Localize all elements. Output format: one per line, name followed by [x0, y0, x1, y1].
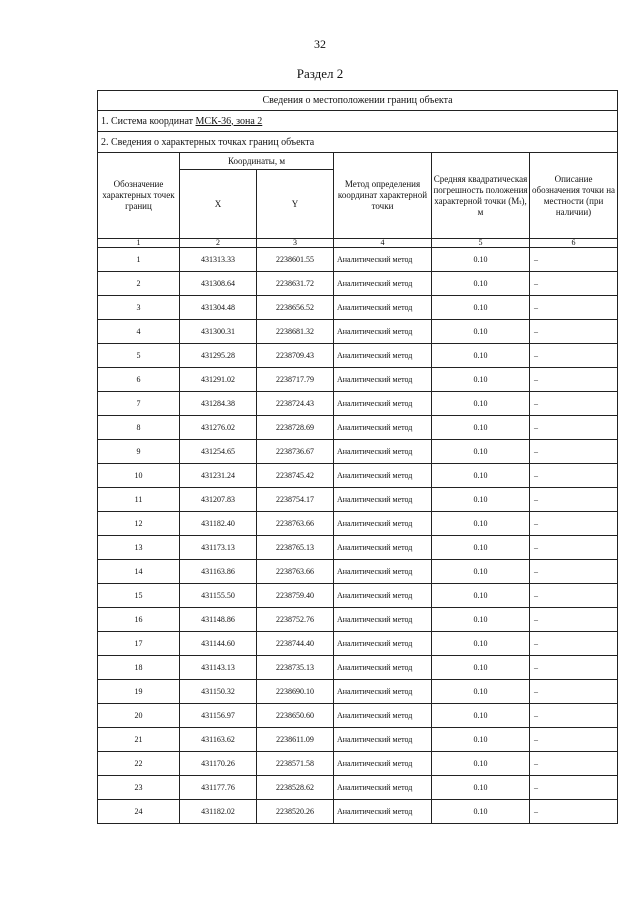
method-cell: Аналитический метод	[334, 296, 432, 320]
coordinate-x: 431144.60	[180, 632, 257, 656]
point-number: 13	[98, 536, 180, 560]
point-number: 8	[98, 416, 180, 440]
coordinate-y: 2238752.76	[257, 608, 334, 632]
method-cell: Аналитический метод	[334, 728, 432, 752]
error-cell: 0.10	[432, 704, 530, 728]
coordinate-x: 431207.83	[180, 488, 257, 512]
description-cell: –	[530, 416, 618, 440]
column-number: 5	[432, 239, 530, 248]
coordinate-x: 431308.64	[180, 272, 257, 296]
method-cell: Аналитический метод	[334, 632, 432, 656]
point-number: 15	[98, 584, 180, 608]
column-number: 4	[334, 239, 432, 248]
method-cell: Аналитический метод	[334, 776, 432, 800]
description-cell: –	[530, 560, 618, 584]
coordinate-y: 2238528.62	[257, 776, 334, 800]
coordinate-x: 431155.50	[180, 584, 257, 608]
description-cell: –	[530, 440, 618, 464]
coordinate-y: 2238690.10	[257, 680, 334, 704]
description-cell: –	[530, 656, 618, 680]
header-method: Метод определения координат характерной точки	[334, 153, 432, 239]
error-cell: 0.10	[432, 584, 530, 608]
header-description: Описание обозначения точки на местности (при наличии)	[530, 153, 618, 239]
method-cell: Аналитический метод	[334, 368, 432, 392]
method-cell: Аналитический метод	[334, 392, 432, 416]
coordinate-y: 2238601.55	[257, 248, 334, 272]
description-cell: –	[530, 464, 618, 488]
method-cell: Аналитический метод	[334, 512, 432, 536]
description-cell: –	[530, 752, 618, 776]
point-number: 12	[98, 512, 180, 536]
coordinate-x: 431284.38	[180, 392, 257, 416]
point-number: 4	[98, 320, 180, 344]
table-row	[98, 344, 618, 368]
point-number: 10	[98, 464, 180, 488]
error-cell: 0.10	[432, 656, 530, 680]
table-row	[98, 440, 618, 464]
error-cell: 0.10	[432, 680, 530, 704]
error-cell: 0.10	[432, 536, 530, 560]
column-number: 3	[257, 239, 334, 248]
method-cell: Аналитический метод	[334, 560, 432, 584]
method-cell: Аналитический метод	[334, 584, 432, 608]
coordinate-x: 431182.02	[180, 800, 257, 824]
table-row	[98, 512, 618, 536]
table-row	[98, 560, 618, 584]
coordinate-y: 2238717.79	[257, 368, 334, 392]
header-designation: Обозначение характерных точек границ	[98, 153, 180, 239]
description-cell: –	[530, 272, 618, 296]
table-row	[98, 392, 618, 416]
error-cell: 0.10	[432, 560, 530, 584]
coordinate-y: 2238736.67	[257, 440, 334, 464]
table-row	[98, 368, 618, 392]
point-number: 22	[98, 752, 180, 776]
table-row	[98, 704, 618, 728]
coordinate-system-row	[98, 111, 618, 132]
coordinate-x: 431177.76	[180, 776, 257, 800]
page-number: 32	[314, 37, 326, 51]
description-cell: –	[530, 512, 618, 536]
coordinate-x: 431231.24	[180, 464, 257, 488]
point-number: 2	[98, 272, 180, 296]
boundary-points-document	[97, 90, 617, 824]
description-cell: –	[530, 392, 618, 416]
coordinate-y: 2238754.17	[257, 488, 334, 512]
header-error: Средняя квадратическая погрешность положения характерной точки (Mₜ), м	[432, 153, 530, 239]
coordinate-x: 431173.13	[180, 536, 257, 560]
coordinate-y: 2238681.32	[257, 320, 334, 344]
description-cell: –	[530, 584, 618, 608]
method-cell: Аналитический метод	[334, 248, 432, 272]
coordinate-x: 431254.65	[180, 440, 257, 464]
coordinate-y: 2238735.13	[257, 656, 334, 680]
method-cell: Аналитический метод	[334, 536, 432, 560]
point-number: 20	[98, 704, 180, 728]
table-row	[98, 416, 618, 440]
coordinate-y: 2238744.40	[257, 632, 334, 656]
point-number: 6	[98, 368, 180, 392]
table-row	[98, 536, 618, 560]
coordinate-x: 431276.02	[180, 416, 257, 440]
error-cell: 0.10	[432, 248, 530, 272]
coordinate-y: 2238765.13	[257, 536, 334, 560]
coordinate-x: 431156.97	[180, 704, 257, 728]
method-cell: Аналитический метод	[334, 752, 432, 776]
coordinate-y: 2238745.42	[257, 464, 334, 488]
column-number: 6	[530, 239, 618, 248]
error-cell: 0.10	[432, 752, 530, 776]
method-cell: Аналитический метод	[334, 464, 432, 488]
method-cell: Аналитический метод	[334, 440, 432, 464]
description-cell: –	[530, 320, 618, 344]
points-section-title: 2. Сведения о характерных точках границ объекта	[98, 132, 618, 153]
error-cell: 0.10	[432, 632, 530, 656]
coordinate-y: 2238709.43	[257, 344, 334, 368]
description-cell: –	[530, 704, 618, 728]
coordinate-x: 431304.48	[180, 296, 257, 320]
point-number: 21	[98, 728, 180, 752]
table-row	[98, 488, 618, 512]
description-cell: –	[530, 536, 618, 560]
header-y: Y	[257, 170, 334, 239]
table-body	[98, 248, 618, 824]
section-title: Раздел 2	[296, 66, 344, 81]
coordinate-y: 2238763.66	[257, 560, 334, 584]
table-row	[98, 752, 618, 776]
coordinate-y: 2238763.66	[257, 512, 334, 536]
coordinate-system-value: МСК-36, зона 2	[195, 115, 263, 127]
method-cell: Аналитический метод	[334, 680, 432, 704]
method-cell: Аналитический метод	[334, 656, 432, 680]
error-cell: 0.10	[432, 368, 530, 392]
description-cell: –	[530, 632, 618, 656]
coordinate-x: 431182.40	[180, 512, 257, 536]
header-x: X	[180, 170, 257, 239]
table-row	[98, 296, 618, 320]
coordinate-y: 2238631.72	[257, 272, 334, 296]
point-number: 16	[98, 608, 180, 632]
coordinate-y: 2238571.58	[257, 752, 334, 776]
coordinate-x: 431170.26	[180, 752, 257, 776]
method-cell: Аналитический метод	[334, 344, 432, 368]
method-cell: Аналитический метод	[334, 704, 432, 728]
table-banner: Сведения о местоположении границ объекта	[98, 91, 618, 111]
coordinate-y: 2238611.09	[257, 728, 334, 752]
point-number: 11	[98, 488, 180, 512]
coordinate-y: 2238650.60	[257, 704, 334, 728]
coordinate-y: 2238759.40	[257, 584, 334, 608]
point-number: 23	[98, 776, 180, 800]
coordinate-x: 431150.32	[180, 680, 257, 704]
point-number: 9	[98, 440, 180, 464]
description-cell: –	[530, 776, 618, 800]
coordinate-y: 2238656.52	[257, 296, 334, 320]
method-cell: Аналитический метод	[334, 488, 432, 512]
point-number: 1	[98, 248, 180, 272]
table-row	[98, 608, 618, 632]
coordinate-x: 431148.86	[180, 608, 257, 632]
coordinate-y: 2238520.26	[257, 800, 334, 824]
error-cell: 0.10	[432, 320, 530, 344]
point-number: 5	[98, 344, 180, 368]
table-row	[98, 632, 618, 656]
column-number: 1	[98, 239, 180, 248]
boundary-points-table	[97, 90, 618, 824]
error-cell: 0.10	[432, 464, 530, 488]
error-cell: 0.10	[432, 416, 530, 440]
error-cell: 0.10	[432, 608, 530, 632]
coordinate-y: 2238728.69	[257, 416, 334, 440]
description-cell: –	[530, 488, 618, 512]
table-row	[98, 728, 618, 752]
header-coordinates: Координаты, м	[180, 153, 334, 170]
table-row	[98, 464, 618, 488]
description-cell: –	[530, 800, 618, 824]
description-cell: –	[530, 680, 618, 704]
method-cell: Аналитический метод	[334, 320, 432, 344]
table-row	[98, 320, 618, 344]
coordinate-x: 431295.28	[180, 344, 257, 368]
point-number: 17	[98, 632, 180, 656]
error-cell: 0.10	[432, 728, 530, 752]
error-cell: 0.10	[432, 776, 530, 800]
coordinate-x: 431291.02	[180, 368, 257, 392]
coordinate-x: 431300.31	[180, 320, 257, 344]
table-row	[98, 680, 618, 704]
point-number: 19	[98, 680, 180, 704]
method-cell: Аналитический метод	[334, 416, 432, 440]
method-cell: Аналитический метод	[334, 272, 432, 296]
description-cell: –	[530, 296, 618, 320]
description-cell: –	[530, 728, 618, 752]
coordinate-x: 431163.62	[180, 728, 257, 752]
point-number: 3	[98, 296, 180, 320]
error-cell: 0.10	[432, 488, 530, 512]
error-cell: 0.10	[432, 440, 530, 464]
coordinate-x: 431313.33	[180, 248, 257, 272]
error-cell: 0.10	[432, 512, 530, 536]
error-cell: 0.10	[432, 272, 530, 296]
point-number: 18	[98, 656, 180, 680]
point-number: 24	[98, 800, 180, 824]
point-number: 14	[98, 560, 180, 584]
description-cell: –	[530, 344, 618, 368]
column-number: 2	[180, 239, 257, 248]
coordinate-x: 431143.13	[180, 656, 257, 680]
table-row	[98, 584, 618, 608]
description-cell: –	[530, 608, 618, 632]
table-row	[98, 656, 618, 680]
error-cell: 0.10	[432, 392, 530, 416]
point-number: 7	[98, 392, 180, 416]
error-cell: 0.10	[432, 344, 530, 368]
coordinate-x: 431163.86	[180, 560, 257, 584]
coordinate-system-label: 1. Система координат	[101, 115, 196, 127]
error-cell: 0.10	[432, 800, 530, 824]
coordinate-y: 2238724.43	[257, 392, 334, 416]
table-row	[98, 272, 618, 296]
table-row	[98, 800, 618, 824]
description-cell: –	[530, 248, 618, 272]
table-row	[98, 248, 618, 272]
method-cell: Аналитический метод	[334, 800, 432, 824]
error-cell: 0.10	[432, 296, 530, 320]
table-row	[98, 776, 618, 800]
column-numbers-row	[98, 239, 618, 248]
method-cell: Аналитический метод	[334, 608, 432, 632]
description-cell: –	[530, 368, 618, 392]
